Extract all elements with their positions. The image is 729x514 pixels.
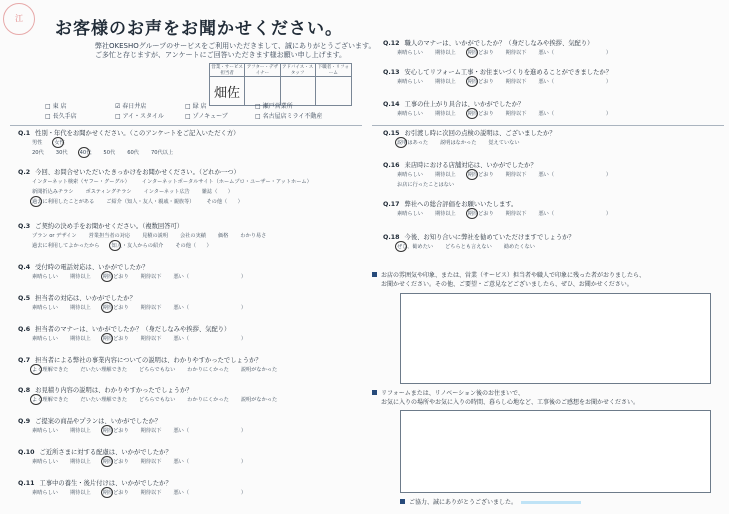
answer-row <box>32 232 278 239</box>
answer-row <box>32 458 258 465</box>
answer-row <box>32 178 324 185</box>
thanks-message <box>400 497 581 506</box>
question-text: 性別・年代をお聞かせください。（このアンケートをご記入いただく方） <box>35 130 240 137</box>
answer-option[interactable]: プラン or デザイン <box>32 233 77 239</box>
answer-option[interactable]: 30代 <box>55 150 68 156</box>
question-number: Q.13 <box>383 69 400 76</box>
answer-option[interactable]: 期待以下 <box>140 274 162 280</box>
answer-option[interactable]: 悪い（ ） <box>538 50 612 56</box>
free-line: お聞かせください。その他、ご要望・ご意見などございましたら、ぜひ、お聞かせください。 <box>381 281 633 288</box>
question-number: Q.7 <box>18 357 31 364</box>
answer-option[interactable]: お店に行ったことはない <box>397 182 455 188</box>
answer-option[interactable]: 期待どおり <box>102 428 129 434</box>
answer-option[interactable]: 期待以下 <box>140 459 162 465</box>
intro-line: ご多忙と存じますが、アンケートにご回答いただきます様お願い申し上げます。 <box>95 51 347 59</box>
bullet-square-icon <box>372 272 377 277</box>
answer-option[interactable]: 悪い（ ） <box>173 490 247 496</box>
answer-option[interactable]: 素晴らしい <box>397 172 423 178</box>
question-number: Q.11 <box>18 480 35 487</box>
question-number: Q.3 <box>18 223 31 230</box>
answer-option[interactable]: 雑誌（ ） <box>201 189 233 195</box>
answer-option[interactable]: インターネット検索（ヤフー・グーグル） <box>32 179 130 185</box>
answer-option[interactable]: 悪い（ ） <box>173 459 247 465</box>
question-q13 <box>383 67 612 76</box>
answer-row <box>32 242 224 249</box>
answer-option[interactable]: 知人・友人からの紹介 <box>111 243 164 249</box>
question-q15 <box>383 128 556 137</box>
page-title: お客様のお声をお聞かせください。 <box>55 19 343 39</box>
answer-option[interactable]: 期待どおり <box>102 305 129 311</box>
answer-option[interactable]: インターネット広告 <box>143 189 190 195</box>
answer-option[interactable]: 悪い（ ） <box>538 111 612 117</box>
free-line <box>372 389 639 398</box>
question-number: Q.5 <box>18 295 31 302</box>
answer-option[interactable]: 期待以下 <box>505 50 527 56</box>
question-text: 担当者の対応は、いかがでしたか？ <box>35 295 136 302</box>
question-q16 <box>383 160 537 169</box>
answer-row <box>32 304 258 311</box>
bullet-square-icon <box>400 499 405 504</box>
question-text: 担当者のマナーは、いかがでしたか？（身だしなみや挨拶、気配り） <box>35 326 231 333</box>
staff-header: 営業・サービス担当者 <box>210 64 245 77</box>
question-number: Q.18 <box>383 234 400 241</box>
answer-option[interactable]: 過去に利用したことがある <box>32 199 95 205</box>
highlight-mark <box>521 501 581 504</box>
question-text: お見積り内容の説明は、わかりやすかったでしょうか？ <box>35 387 193 394</box>
question-text: 来店時における店舗対応は、いかがでしたか？ <box>404 162 537 169</box>
thanks-text: ご協力、誠にありがとうございました。 <box>409 499 518 506</box>
answer-option[interactable]: ポスティングチラシ <box>85 189 132 195</box>
answer-option[interactable]: 期待どおり <box>102 490 129 496</box>
question-text: 今回、お問合せいただいたきっかけをお聞かせください。（どれか一つ） <box>35 169 240 176</box>
question-text: 受付時の電話対応は、いかがでしたか？ <box>35 264 149 271</box>
answer-option[interactable]: 説明はあった <box>397 140 429 146</box>
staff-checkbox-table <box>209 63 352 106</box>
question-text: お引渡し時に次回の点検の説明は、ございましたか？ <box>404 130 556 137</box>
answer-option[interactable]: 40代 <box>79 150 92 156</box>
free-line <box>372 271 645 280</box>
answer-option[interactable]: 期待以上 <box>69 336 91 342</box>
question-number: Q.9 <box>18 418 31 425</box>
answer-option[interactable]: 悪い（ ） <box>173 274 247 280</box>
question-q3 <box>18 221 183 230</box>
answer-option[interactable]: ご紹介（知人・友人・親戚・親族等） <box>106 199 195 205</box>
answer-option[interactable]: 素晴らしい <box>32 459 58 465</box>
answer-row <box>32 273 258 280</box>
section-divider <box>10 125 362 126</box>
question-text: 職人のマナーは、いかがでしたか？（身だしなみや挨拶、気配り） <box>404 40 594 47</box>
answer-row <box>32 489 258 496</box>
answer-option[interactable]: 素晴らしい <box>32 305 58 311</box>
answer-option[interactable]: 悪い（ ） <box>538 79 612 85</box>
answer-option[interactable]: よく理解できた <box>32 367 69 373</box>
answer-option[interactable]: 期待以下 <box>140 305 162 311</box>
question-q14 <box>383 99 524 108</box>
question-number: Q.15 <box>383 130 400 137</box>
free-comment-box-2[interactable] <box>400 410 711 493</box>
question-text: ご提案の商品やプランは、いかがでしたか？ <box>35 418 162 425</box>
free-text: リフォームまたは、リノベーション後のお住まいで、 <box>381 390 524 397</box>
answer-option[interactable]: 過去に利用してよかったから <box>32 243 100 249</box>
question-q1 <box>18 128 239 137</box>
answer-option[interactable]: その他（ ） <box>206 199 243 205</box>
free-line: お気に入りの場所やお気に入りの時間、暮らし心地など、工事後のご感想をお聞かせください。 <box>381 399 640 406</box>
answer-option[interactable]: わかりにくかった <box>187 367 229 373</box>
answer-option[interactable]: 素晴らしい <box>32 336 58 342</box>
answer-option[interactable]: 説明がなかった <box>240 397 278 403</box>
answer-option[interactable]: 60代 <box>127 150 139 156</box>
free-comment-prompt-2 <box>372 389 639 407</box>
answer-row <box>397 171 623 178</box>
answer-row <box>32 188 245 195</box>
answer-option[interactable]: 期待どおり <box>467 50 494 56</box>
answer-option[interactable]: 期待どおり <box>467 111 494 117</box>
intro-line: 弊社OKESHOグループのサービスをご利用いただきまして、誠にありがとうございます。 <box>95 42 376 50</box>
answer-option[interactable]: 期待どおり <box>102 459 129 465</box>
answer-option[interactable]: 新聞折込みチラシ <box>32 189 74 195</box>
answer-option[interactable]: 期待以下 <box>140 336 162 342</box>
answer-option[interactable]: 覚えていない <box>488 140 520 146</box>
answer-option[interactable]: 悪い（ ） <box>173 305 247 311</box>
answer-option[interactable]: 素晴らしい <box>32 428 58 434</box>
staff-header: アフター・デザイナー <box>245 64 280 77</box>
answer-option[interactable]: 期待どおり <box>467 79 494 85</box>
answer-option[interactable]: 会社の実績 <box>180 233 206 239</box>
handwritten-signature: 畑佐 <box>214 86 241 101</box>
answer-option[interactable]: どちらとも言えない <box>445 244 492 250</box>
answer-option[interactable]: 期待以下 <box>140 490 162 496</box>
store-checkbox[interactable]: □ アイ・スタイル <box>115 111 185 120</box>
answer-option[interactable]: 期待以下 <box>505 79 527 85</box>
store-checkbox[interactable]: □ 東 店 <box>45 101 115 110</box>
question-q12 <box>383 38 593 47</box>
answer-option[interactable]: 期待どおり <box>467 172 494 178</box>
question-number: Q.12 <box>383 40 400 47</box>
answer-option[interactable]: 期待以上 <box>434 111 456 117</box>
answer-row <box>32 149 185 156</box>
answer-row <box>397 210 623 217</box>
store-checkbox[interactable]: □ 長久手店 <box>45 111 115 120</box>
answer-option[interactable]: 勧めたくない <box>503 244 535 250</box>
answer-option[interactable]: 期待以上 <box>69 274 91 280</box>
answer-option[interactable]: 期待以上 <box>434 50 456 56</box>
store-checkbox[interactable]: □ 緑 店 <box>185 101 255 110</box>
store-checkbox[interactable]: ☑ 春日井店 <box>115 101 185 110</box>
answer-option[interactable]: インターネットポータルサイト（ホームプロ・ユーザー・アットホーム） <box>141 179 312 185</box>
answer-option[interactable]: 素晴らしい <box>397 111 423 117</box>
question-text: 今後、お知り合いに弊社を勧めていただけますでしょうか？ <box>404 234 575 241</box>
answer-option[interactable]: 素晴らしい <box>32 274 58 280</box>
free-text: お店の雰囲気や印象、または、営業（サービス）担当者や職人で印象に残った者がおりましたら、 <box>381 272 646 279</box>
answer-option[interactable]: どちらでもない <box>139 367 176 373</box>
question-q9 <box>18 416 161 425</box>
store-checkbox[interactable]: □ 瀬戸営業所 <box>255 101 325 110</box>
answer-option[interactable]: 素晴らしい <box>397 79 423 85</box>
answer-row <box>397 243 547 250</box>
answer-option[interactable]: 男性 <box>32 140 43 146</box>
question-text: 担当者による弊社の事業内容についての説明は、わかりやすかったでしょうか？ <box>35 357 262 364</box>
answer-option[interactable]: 期待以下 <box>140 428 162 434</box>
question-number: Q.6 <box>18 326 31 333</box>
answer-row <box>32 139 77 146</box>
question-q17 <box>383 199 517 208</box>
answer-row <box>32 427 258 434</box>
answer-option[interactable]: その他（ ） <box>175 243 212 249</box>
bullet-square-icon <box>372 390 377 395</box>
question-q7 <box>18 355 262 364</box>
question-text: 安心してリフォーム工事・お住まいづくりを進めることができましたか？ <box>404 69 612 76</box>
answer-option[interactable]: 期待どおり <box>467 211 494 217</box>
question-text: 弊社への総合評価をお願いいたします。 <box>404 201 518 208</box>
question-number: Q.17 <box>383 201 400 208</box>
question-number: Q.14 <box>383 101 400 108</box>
question-text: 工事の仕上がり具合は、いかがでしたか？ <box>404 101 525 108</box>
question-number: Q.2 <box>18 169 31 176</box>
question-number: Q.4 <box>18 264 31 271</box>
answer-option[interactable]: 価格 <box>217 233 229 239</box>
intro-text <box>95 42 375 60</box>
question-text: ご近所さまに対する配慮は、いかがでしたか？ <box>39 449 172 456</box>
answer-option[interactable]: どちらでもない <box>139 397 176 403</box>
answer-option[interactable]: 素晴らしい <box>397 50 423 56</box>
section-divider <box>372 125 724 126</box>
answer-option[interactable]: 説明がなかった <box>240 367 278 373</box>
answer-option[interactable]: 女性 <box>54 140 65 146</box>
question-number: Q.1 <box>18 130 31 137</box>
answer-option[interactable]: 期待以下 <box>505 172 527 178</box>
answer-option[interactable]: 期待どおり <box>102 336 129 342</box>
answer-option[interactable]: 期待以上 <box>69 428 91 434</box>
answer-row <box>32 366 289 373</box>
answer-row <box>32 335 258 342</box>
staff-header: アドバイス・スタッフ <box>281 64 316 77</box>
answer-option[interactable]: わかりにくかった <box>187 397 229 403</box>
answer-row <box>32 198 255 205</box>
answer-option[interactable]: 悪い（ ） <box>538 211 612 217</box>
answer-option[interactable]: 期待以上 <box>69 490 91 496</box>
answer-option[interactable]: 期待以上 <box>434 79 456 85</box>
answer-row <box>397 181 466 188</box>
answer-option[interactable]: 説明はなかった <box>440 140 477 146</box>
answer-option[interactable]: よく理解できた <box>32 397 69 403</box>
answer-option[interactable]: ぜひ、勧めたい <box>397 244 434 250</box>
answer-option[interactable]: 悪い（ ） <box>173 336 247 342</box>
question-text: 工事中の養生・後片付けは、いかがでしたか？ <box>39 480 172 487</box>
answer-option[interactable]: 期待以上 <box>434 172 456 178</box>
answer-row <box>397 139 532 146</box>
answer-option[interactable]: 悪い（ ） <box>538 172 612 178</box>
answer-option[interactable]: 営業担当者の対応 <box>88 233 131 239</box>
answer-row <box>397 110 623 117</box>
question-q18 <box>383 232 575 241</box>
question-q2 <box>18 167 240 176</box>
answer-option[interactable]: 見積の説明 <box>142 233 169 239</box>
answer-option[interactable]: 期待以下 <box>505 211 527 217</box>
answer-option[interactable]: 期待以下 <box>505 111 527 117</box>
answer-option[interactable]: 悪い（ ） <box>173 428 247 434</box>
answer-row <box>32 396 289 403</box>
answer-option[interactable]: 素晴らしい <box>32 490 58 496</box>
question-number: Q.16 <box>383 162 400 169</box>
question-q8 <box>18 385 193 394</box>
answer-option[interactable]: 期待以上 <box>69 305 91 311</box>
answer-option[interactable]: 素晴らしい <box>397 211 423 217</box>
answer-row <box>397 78 623 85</box>
answer-option[interactable]: 期待以上 <box>69 459 91 465</box>
answer-option[interactable]: だいたい理解できた <box>80 397 128 403</box>
question-number: Q.10 <box>18 449 35 456</box>
answer-option[interactable]: 期待以上 <box>434 211 456 217</box>
answer-option[interactable]: 期待どおり <box>102 274 129 280</box>
free-comment-box-1[interactable] <box>400 293 711 384</box>
stamp-mark: 江 <box>3 3 35 35</box>
question-q6 <box>18 324 230 333</box>
answer-option[interactable]: 50代 <box>103 150 116 156</box>
store-checkbox[interactable]: □ 名古屋店ミライ不動産 <box>255 111 325 120</box>
staff-header: 下職者・リフォーム <box>317 65 350 76</box>
question-text: ご契約の決め手をお聞かせください。（複数回答可） <box>35 223 184 230</box>
answer-option[interactable]: 20代 <box>32 150 44 156</box>
answer-option[interactable]: わかり易さ <box>240 233 267 239</box>
question-q4 <box>18 262 148 271</box>
question-q5 <box>18 293 136 302</box>
question-number: Q.8 <box>18 387 31 394</box>
answer-option[interactable]: だいたい理解できた <box>80 367 128 373</box>
free-comment-prompt-1 <box>372 271 645 289</box>
store-checklist <box>45 101 325 120</box>
answer-row <box>397 49 623 56</box>
store-checkbox[interactable]: □ ゾノキューブ <box>185 111 255 120</box>
question-q11 <box>18 478 172 487</box>
answer-option[interactable]: 70代以上 <box>150 150 174 156</box>
question-q10 <box>18 447 172 456</box>
